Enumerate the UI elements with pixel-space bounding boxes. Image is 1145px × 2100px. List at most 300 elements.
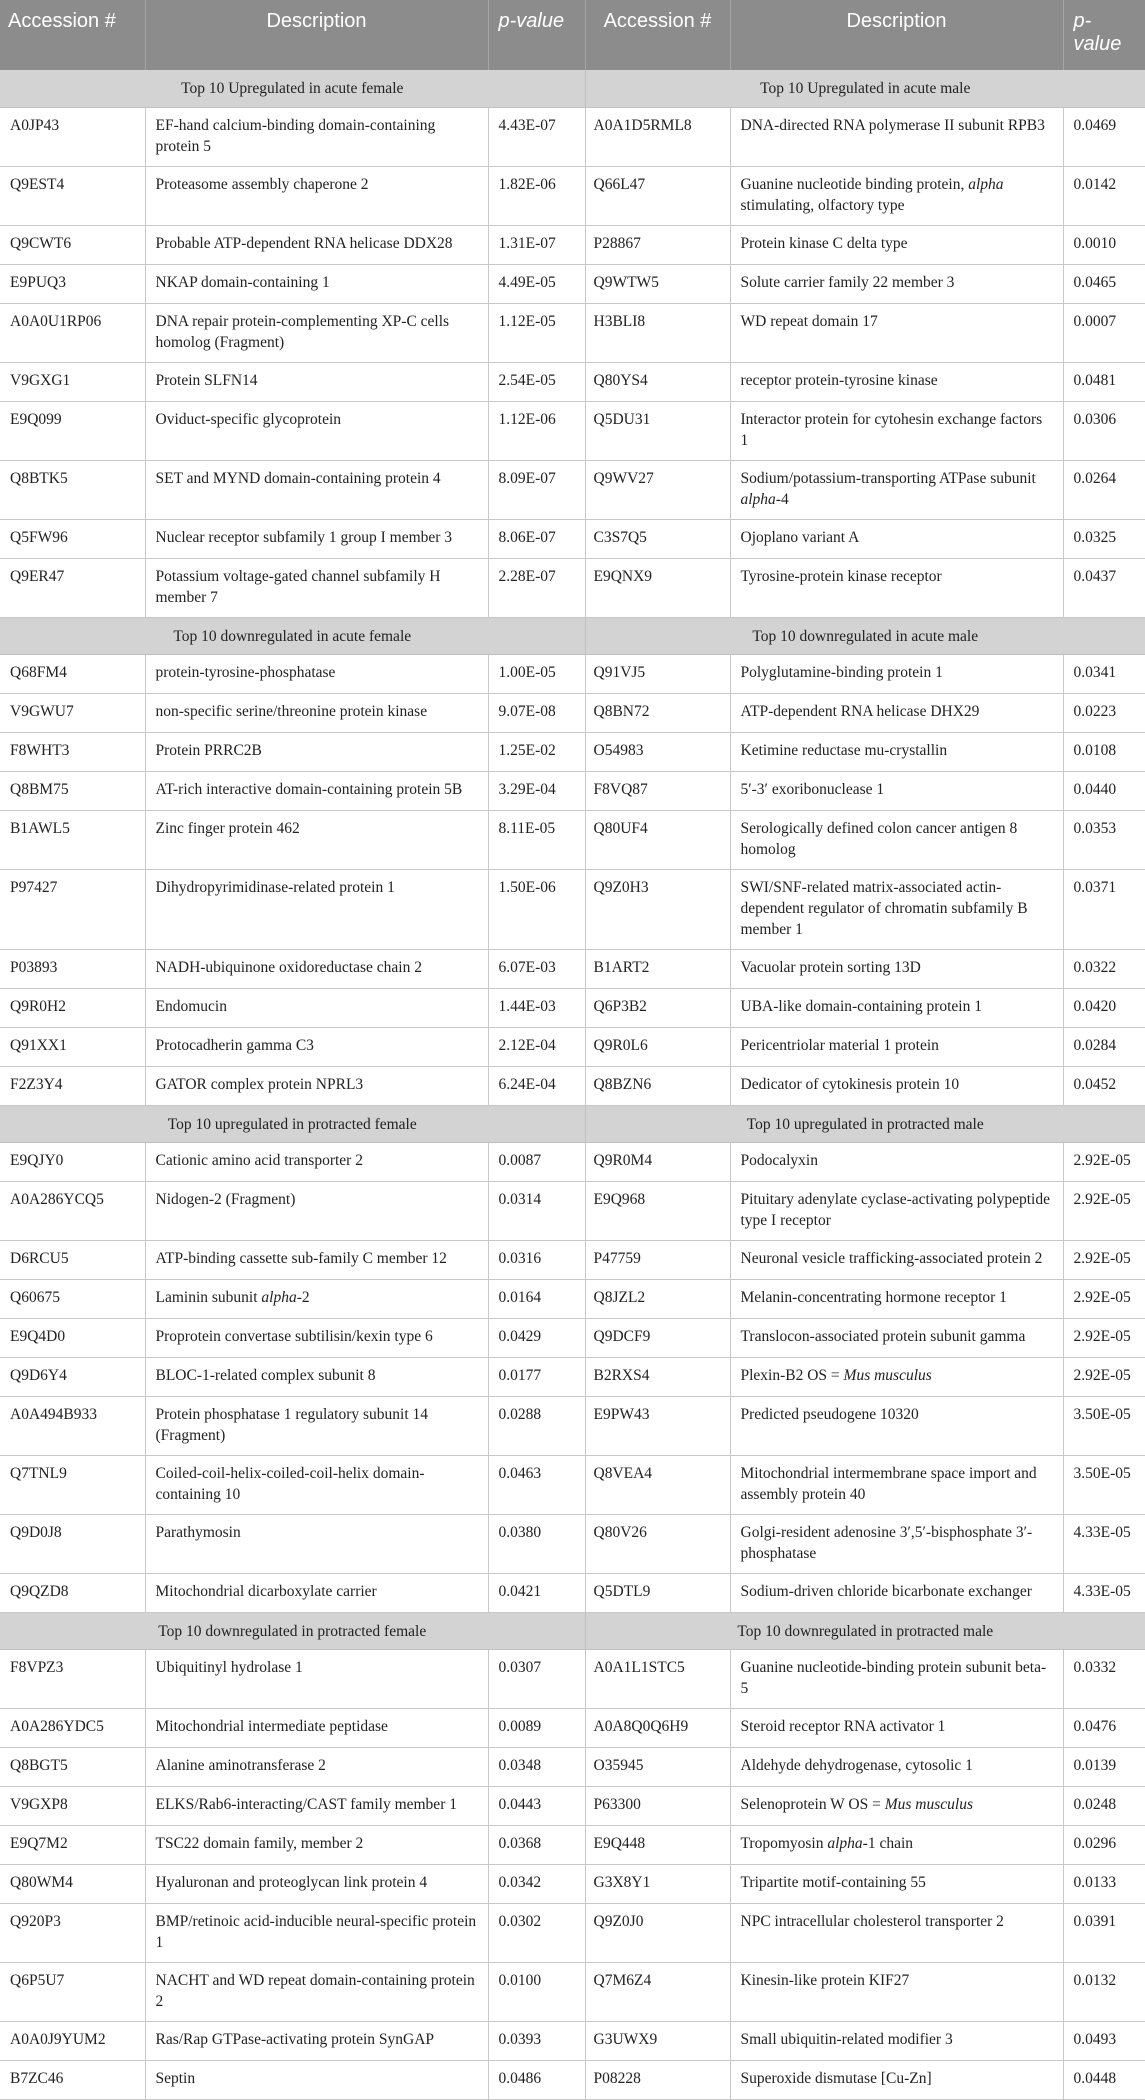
pvalue-cell: 0.0463	[488, 1455, 585, 1514]
table-row	[0, 1455, 1145, 1514]
accession-cell: A0A1D5RML8	[585, 107, 730, 166]
accession-cell: B1ART2	[585, 949, 730, 988]
header-pvalue-right	[1063, 0, 1145, 70]
description-cell: Podocalyxin	[730, 1142, 1063, 1181]
description-cell: Nuclear receptor subfamily 1 group I member 3	[145, 519, 488, 558]
accession-cell: G3UWX9	[585, 2021, 730, 2060]
pvalue-cell: 1.12E-06	[488, 401, 585, 460]
table-row	[0, 869, 1145, 949]
pvalue-cell: 0.0391	[1063, 1903, 1145, 1962]
pvalue-cell: 0.0177	[488, 1357, 585, 1396]
pvalue-cell: 2.12E-04	[488, 1027, 585, 1066]
accession-cell: Q8BTK5	[0, 460, 145, 519]
accession-cell: Q9R0L6	[585, 1027, 730, 1066]
description-cell: Ojoplano variant A	[730, 519, 1063, 558]
table-row	[0, 1573, 1145, 1612]
description-cell: AT-rich interactive domain-containing protein 5B	[145, 771, 488, 810]
table-row	[0, 225, 1145, 264]
pvalue-cell: 0.0368	[488, 1825, 585, 1864]
accession-cell: Q9D0J8	[0, 1514, 145, 1573]
description-cell: UBA-like domain-containing protein 1	[730, 988, 1063, 1027]
table-body	[0, 70, 1145, 2099]
description-cell: Melanin-concentrating hormone receptor 1	[730, 1279, 1063, 1318]
pvalue-cell: 0.0087	[488, 1142, 585, 1181]
description-cell: Laminin subunit alpha-2	[145, 1279, 488, 1318]
pvalue-cell: 0.0089	[488, 1708, 585, 1747]
pvalue-cell: 1.82E-06	[488, 166, 585, 225]
pvalue-cell: 0.0393	[488, 2021, 585, 2060]
accession-cell: P63300	[585, 1786, 730, 1825]
pvalue-cell: 1.50E-06	[488, 869, 585, 949]
pvalue-cell: 0.0142	[1063, 166, 1145, 225]
description-cell: Serologically defined colon cancer antigen 8 homolog	[730, 810, 1063, 869]
description-cell: Probable ATP-dependent RNA helicase DDX28	[145, 225, 488, 264]
description-cell: NADH-ubiquinone oxidoreductase chain 2	[145, 949, 488, 988]
accession-cell: P03893	[0, 949, 145, 988]
pvalue-cell: 1.25E-02	[488, 732, 585, 771]
group-title-right: Top 10 downregulated in acute male	[585, 617, 1145, 654]
pvalue-cell: 0.0380	[488, 1514, 585, 1573]
description-cell: Translocon-associated protein subunit gamma	[730, 1318, 1063, 1357]
accession-cell: E9Q448	[585, 1825, 730, 1864]
pvalue-cell: 0.0341	[1063, 654, 1145, 693]
accession-cell: Q9QZD8	[0, 1573, 145, 1612]
description-cell: NACHT and WD repeat domain-containing protein 2	[145, 1962, 488, 2021]
pvalue-cell: 3.29E-04	[488, 771, 585, 810]
group-header-row	[0, 70, 1145, 107]
description-cell: Selenoprotein W OS = Mus musculus	[730, 1786, 1063, 1825]
accession-cell: B2RXS4	[585, 1357, 730, 1396]
accession-cell: Q5DU31	[585, 401, 730, 460]
table-row	[0, 401, 1145, 460]
header-row	[0, 0, 1145, 70]
table-row	[0, 107, 1145, 166]
accession-cell: Q6P5U7	[0, 1962, 145, 2021]
description-cell: DNA-directed RNA polymerase II subunit RPB3	[730, 107, 1063, 166]
table-row	[0, 1786, 1145, 1825]
table-row	[0, 2060, 1145, 2099]
accession-cell: Q9R0H2	[0, 988, 145, 1027]
pvalue-cell: 0.0164	[488, 1279, 585, 1318]
description-cell: SWI/SNF-related matrix-associated actin-dependent regulator of chromatin subfamily B member 1	[730, 869, 1063, 949]
pvalue-cell: 2.92E-05	[1063, 1318, 1145, 1357]
pvalue-cell: 0.0139	[1063, 1747, 1145, 1786]
accession-cell: Q9R0M4	[585, 1142, 730, 1181]
accession-cell: Q9DCF9	[585, 1318, 730, 1357]
accession-cell: F8WHT3	[0, 732, 145, 771]
pvalue-cell: 0.0348	[488, 1747, 585, 1786]
description-cell: NKAP domain-containing 1	[145, 264, 488, 303]
table-row	[0, 1747, 1145, 1786]
description-cell: Vacuolar protein sorting 13D	[730, 949, 1063, 988]
pvalue-cell: 0.0007	[1063, 303, 1145, 362]
table-row	[0, 988, 1145, 1027]
description-cell: Alanine aminotransferase 2	[145, 1747, 488, 1786]
pvalue-cell: 0.0448	[1063, 2060, 1145, 2099]
pvalue-cell: 4.43E-07	[488, 107, 585, 166]
header-pvalue-left-text: p-value	[498, 10, 565, 32]
accession-cell: P28867	[585, 225, 730, 264]
table-row	[0, 1027, 1145, 1066]
description-cell: Protocadherin gamma C3	[145, 1027, 488, 1066]
description-cell: Proprotein convertase subtilisin/kexin type 6	[145, 1318, 488, 1357]
group-title-right: Top 10 downregulated in protracted male	[585, 1612, 1145, 1649]
accession-cell: O35945	[585, 1747, 730, 1786]
description-cell: Endomucin	[145, 988, 488, 1027]
accession-cell: E9QNX9	[585, 558, 730, 617]
pvalue-cell: 2.92E-05	[1063, 1240, 1145, 1279]
table-row	[0, 1962, 1145, 2021]
accession-cell: Q9Z0H3	[585, 869, 730, 949]
accession-cell: A0A1L1STC5	[585, 1649, 730, 1708]
description-cell: Guanine nucleotide-binding protein subunit beta-5	[730, 1649, 1063, 1708]
description-cell: Guanine nucleotide binding protein, alpha stimulating, olfactory type	[730, 166, 1063, 225]
description-cell: Coiled-coil-helix-coiled-coil-helix domain-containing 10	[145, 1455, 488, 1514]
description-cell: Tropomyosin alpha-1 chain	[730, 1825, 1063, 1864]
table-row	[0, 771, 1145, 810]
pvalue-cell: 0.0100	[488, 1962, 585, 2021]
description-cell: Pituitary adenylate cyclase-activating polypeptide type I receptor	[730, 1181, 1063, 1240]
accession-cell: Q66L47	[585, 166, 730, 225]
accession-cell: P97427	[0, 869, 145, 949]
pvalue-cell: 2.92E-05	[1063, 1181, 1145, 1240]
pvalue-cell: 0.0421	[488, 1573, 585, 1612]
table-row	[0, 732, 1145, 771]
group-title-right: Top 10 upregulated in protracted male	[585, 1105, 1145, 1142]
accession-cell: E9Q7M2	[0, 1825, 145, 1864]
header-accession-left: Accession #	[0, 0, 145, 70]
description-cell: Protein phosphatase 1 regulatory subunit 14 (Fragment)	[145, 1396, 488, 1455]
pvalue-cell: 0.0342	[488, 1864, 585, 1903]
pvalue-cell: 0.0296	[1063, 1825, 1145, 1864]
table-row	[0, 519, 1145, 558]
accession-cell: A0A0J9YUM2	[0, 2021, 145, 2060]
group-title-left: Top 10 Upregulated in acute female	[0, 70, 585, 107]
description-cell: Mitochondrial intermembrane space import and assembly protein 40	[730, 1455, 1063, 1514]
description-cell: Parathymosin	[145, 1514, 488, 1573]
description-cell: Predicted pseudogene 10320	[730, 1396, 1063, 1455]
description-cell: BLOC-1-related complex subunit 8	[145, 1357, 488, 1396]
pvalue-cell: 0.0465	[1063, 264, 1145, 303]
accession-cell: V9GXP8	[0, 1786, 145, 1825]
pvalue-cell: 0.0108	[1063, 732, 1145, 771]
accession-cell: A0A8Q0Q6H9	[585, 1708, 730, 1747]
description-cell: Interactor protein for cytohesin exchange factors 1	[730, 401, 1063, 460]
table-row	[0, 2021, 1145, 2060]
table-row	[0, 654, 1145, 693]
accession-cell: E9Q099	[0, 401, 145, 460]
pvalue-cell: 0.0284	[1063, 1027, 1145, 1066]
pvalue-cell: 1.44E-03	[488, 988, 585, 1027]
description-cell: Pericentriolar material 1 protein	[730, 1027, 1063, 1066]
accession-cell: Q68FM4	[0, 654, 145, 693]
accession-cell: V9GWU7	[0, 693, 145, 732]
pvalue-cell: 0.0429	[488, 1318, 585, 1357]
description-cell: SET and MYND domain-containing protein 4	[145, 460, 488, 519]
accession-cell: Q80YS4	[585, 362, 730, 401]
group-header-row	[0, 1612, 1145, 1649]
accession-cell: Q8JZL2	[585, 1279, 730, 1318]
pvalue-cell: 0.0322	[1063, 949, 1145, 988]
description-cell: receptor protein-tyrosine kinase	[730, 362, 1063, 401]
description-cell: Ketimine reductase mu-crystallin	[730, 732, 1063, 771]
table-row	[0, 1825, 1145, 1864]
pvalue-cell: 0.0325	[1063, 519, 1145, 558]
description-cell: protein-tyrosine-phosphatase	[145, 654, 488, 693]
pvalue-cell: 0.0420	[1063, 988, 1145, 1027]
description-cell: WD repeat domain 17	[730, 303, 1063, 362]
description-cell: Steroid receptor RNA activator 1	[730, 1708, 1063, 1747]
description-cell: Tyrosine-protein kinase receptor	[730, 558, 1063, 617]
accession-cell: Q9D6Y4	[0, 1357, 145, 1396]
accession-cell: E9QJY0	[0, 1142, 145, 1181]
accession-cell: Q6P3B2	[585, 988, 730, 1027]
accession-cell: A0A0U1RP06	[0, 303, 145, 362]
description-cell: Dihydropyrimidinase-related protein 1	[145, 869, 488, 949]
pvalue-cell: 4.49E-05	[488, 264, 585, 303]
pvalue-cell: 0.0493	[1063, 2021, 1145, 2060]
description-cell: Dedicator of cytokinesis protein 10	[730, 1066, 1063, 1105]
table-row	[0, 362, 1145, 401]
description-cell: GATOR complex protein NPRL3	[145, 1066, 488, 1105]
description-cell: DNA repair protein-complementing XP-C cells homolog (Fragment)	[145, 303, 488, 362]
accession-cell: E9PUQ3	[0, 264, 145, 303]
table-row	[0, 166, 1145, 225]
accession-cell: Q80V26	[585, 1514, 730, 1573]
table-row	[0, 1357, 1145, 1396]
table-row	[0, 693, 1145, 732]
pvalue-cell: 8.11E-05	[488, 810, 585, 869]
pvalue-cell: 2.92E-05	[1063, 1279, 1145, 1318]
group-title-left: Top 10 upregulated in protracted female	[0, 1105, 585, 1142]
pvalue-cell: 6.07E-03	[488, 949, 585, 988]
pvalue-cell: 3.50E-05	[1063, 1396, 1145, 1455]
pvalue-cell: 1.31E-07	[488, 225, 585, 264]
table-row	[0, 1142, 1145, 1181]
pvalue-cell: 0.0452	[1063, 1066, 1145, 1105]
accession-cell: Q80WM4	[0, 1864, 145, 1903]
pvalue-cell: 8.06E-07	[488, 519, 585, 558]
pvalue-cell: 0.0371	[1063, 869, 1145, 949]
description-cell: Neuronal vesicle trafficking-associated protein 2	[730, 1240, 1063, 1279]
pvalue-cell: 3.50E-05	[1063, 1455, 1145, 1514]
accession-cell: V9GXG1	[0, 362, 145, 401]
accession-cell: Q60675	[0, 1279, 145, 1318]
description-cell: EF-hand calcium-binding domain-containing protein 5	[145, 107, 488, 166]
description-cell: Polyglutamine-binding protein 1	[730, 654, 1063, 693]
accession-cell: Q5FW96	[0, 519, 145, 558]
pvalue-cell: 9.07E-08	[488, 693, 585, 732]
table-row	[0, 1279, 1145, 1318]
description-cell: TSC22 domain family, member 2	[145, 1825, 488, 1864]
description-cell: ATP-binding cassette sub-family C member 12	[145, 1240, 488, 1279]
description-cell: Oviduct-specific glycoprotein	[145, 401, 488, 460]
pvalue-cell: 1.12E-05	[488, 303, 585, 362]
description-cell: Small ubiquitin-related modifier 3	[730, 2021, 1063, 2060]
pvalue-cell: 0.0264	[1063, 460, 1145, 519]
description-cell: non-specific serine/threonine protein kinase	[145, 693, 488, 732]
description-cell: ELKS/Rab6-interacting/CAST family member 1	[145, 1786, 488, 1825]
description-cell: Aldehyde dehydrogenase, cytosolic 1	[730, 1747, 1063, 1786]
pvalue-cell: 0.0476	[1063, 1708, 1145, 1747]
pvalue-cell: 2.92E-05	[1063, 1357, 1145, 1396]
accession-cell: Q91XX1	[0, 1027, 145, 1066]
accession-cell: Q920P3	[0, 1903, 145, 1962]
accession-cell: B7ZC46	[0, 2060, 145, 2099]
accession-cell: F8VPZ3	[0, 1649, 145, 1708]
table-row	[0, 1649, 1145, 1708]
pvalue-cell: 0.0010	[1063, 225, 1145, 264]
accession-cell: Q8VEA4	[585, 1455, 730, 1514]
group-header-row	[0, 617, 1145, 654]
accession-cell: D6RCU5	[0, 1240, 145, 1279]
header-description-right: Description	[730, 0, 1063, 70]
pvalue-cell: 0.0307	[488, 1649, 585, 1708]
table-row	[0, 1903, 1145, 1962]
table-row	[0, 303, 1145, 362]
pvalue-cell: 0.0353	[1063, 810, 1145, 869]
accession-cell: C3S7Q5	[585, 519, 730, 558]
header-description-left: Description	[145, 0, 488, 70]
header-accession-right: Accession #	[585, 0, 730, 70]
pvalue-cell: 0.0306	[1063, 401, 1145, 460]
accession-cell: G3X8Y1	[585, 1864, 730, 1903]
description-cell: NPC intracellular cholesterol transporter 2	[730, 1903, 1063, 1962]
description-cell: Superoxide dismutase [Cu-Zn]	[730, 2060, 1063, 2099]
accession-cell: A0A286YDC5	[0, 1708, 145, 1747]
accession-cell: E9PW43	[585, 1396, 730, 1455]
pvalue-cell: 0.0316	[488, 1240, 585, 1279]
accession-cell: Q9WV27	[585, 460, 730, 519]
table-row	[0, 1240, 1145, 1279]
accession-cell: E9Q968	[585, 1181, 730, 1240]
table-row	[0, 1318, 1145, 1357]
pvalue-cell: 2.28E-07	[488, 558, 585, 617]
accession-cell: F2Z3Y4	[0, 1066, 145, 1105]
pvalue-cell: 4.33E-05	[1063, 1573, 1145, 1612]
accession-cell: A0JP43	[0, 107, 145, 166]
pvalue-cell: 0.0248	[1063, 1786, 1145, 1825]
pvalue-cell: 6.24E-04	[488, 1066, 585, 1105]
table-row	[0, 949, 1145, 988]
header-pvalue-left	[488, 0, 585, 70]
accession-cell: Q9Z0J0	[585, 1903, 730, 1962]
description-cell: Cationic amino acid transporter 2	[145, 1142, 488, 1181]
group-header-row	[0, 1105, 1145, 1142]
description-cell: Potassium voltage-gated channel subfamily H member 7	[145, 558, 488, 617]
group-title-left: Top 10 downregulated in acute female	[0, 617, 585, 654]
pvalue-cell: 0.0469	[1063, 107, 1145, 166]
pvalue-cell: 0.0481	[1063, 362, 1145, 401]
pvalue-cell: 1.00E-05	[488, 654, 585, 693]
pvalue-cell: 0.0332	[1063, 1649, 1145, 1708]
pvalue-cell: 0.0437	[1063, 558, 1145, 617]
pvalue-cell: 0.0486	[488, 2060, 585, 2099]
pvalue-cell: 2.92E-05	[1063, 1142, 1145, 1181]
table-row	[0, 1864, 1145, 1903]
table-row	[0, 1708, 1145, 1747]
accession-cell: Q80UF4	[585, 810, 730, 869]
description-cell: Ras/Rap GTPase-activating protein SynGAP	[145, 2021, 488, 2060]
description-cell: Tripartite motif-containing 55	[730, 1864, 1063, 1903]
description-cell: Proteasome assembly chaperone 2	[145, 166, 488, 225]
pvalue-cell: 0.0132	[1063, 1962, 1145, 2021]
accession-cell: B1AWL5	[0, 810, 145, 869]
description-cell: Septin	[145, 2060, 488, 2099]
accession-cell: Q9WTW5	[585, 264, 730, 303]
description-cell: Protein PRRC2B	[145, 732, 488, 771]
accession-cell: P47759	[585, 1240, 730, 1279]
accession-cell: P08228	[585, 2060, 730, 2099]
description-cell: Solute carrier family 22 member 3	[730, 264, 1063, 303]
table-row	[0, 1396, 1145, 1455]
accession-cell: Q5DTL9	[585, 1573, 730, 1612]
accession-cell: Q8BM75	[0, 771, 145, 810]
description-cell: Nidogen-2 (Fragment)	[145, 1181, 488, 1240]
group-title-right: Top 10 Upregulated in acute male	[585, 70, 1145, 107]
group-title-left: Top 10 downregulated in protracted female	[0, 1612, 585, 1649]
accession-cell: A0A286YCQ5	[0, 1181, 145, 1240]
description-cell: Ubiquitinyl hydrolase 1	[145, 1649, 488, 1708]
description-cell: ATP-dependent RNA helicase DHX29	[730, 693, 1063, 732]
description-cell: Zinc finger protein 462	[145, 810, 488, 869]
table-row	[0, 460, 1145, 519]
description-cell: Hyaluronan and proteoglycan link protein 4	[145, 1864, 488, 1903]
pvalue-cell: 8.09E-07	[488, 460, 585, 519]
accession-cell: F8VQ87	[585, 771, 730, 810]
pvalue-cell: 2.54E-05	[488, 362, 585, 401]
accession-cell: Q8BGT5	[0, 1747, 145, 1786]
accession-cell: Q9ER47	[0, 558, 145, 617]
accession-cell: Q9CWT6	[0, 225, 145, 264]
description-cell: Protein kinase C delta type	[730, 225, 1063, 264]
pvalue-cell: 4.33E-05	[1063, 1514, 1145, 1573]
pvalue-cell: 0.0223	[1063, 693, 1145, 732]
description-cell: Protein SLFN14	[145, 362, 488, 401]
pvalue-cell: 0.0302	[488, 1903, 585, 1962]
accession-cell: Q7M6Z4	[585, 1962, 730, 2021]
description-cell: Mitochondrial intermediate peptidase	[145, 1708, 488, 1747]
description-cell: 5′-3′ exoribonuclease 1	[730, 771, 1063, 810]
description-cell: Sodium-driven chloride bicarbonate exchanger	[730, 1573, 1063, 1612]
table-row	[0, 1181, 1145, 1240]
pvalue-cell: 0.0133	[1063, 1864, 1145, 1903]
table-row	[0, 1066, 1145, 1105]
description-cell: Plexin-B2 OS = Mus musculus	[730, 1357, 1063, 1396]
table-row	[0, 810, 1145, 869]
table-row	[0, 558, 1145, 617]
accession-cell: E9Q4D0	[0, 1318, 145, 1357]
pvalue-cell: 0.0288	[488, 1396, 585, 1455]
pvalue-cell: 0.0443	[488, 1786, 585, 1825]
pvalue-cell: 0.0314	[488, 1181, 585, 1240]
accession-cell: Q9EST4	[0, 166, 145, 225]
accession-cell: Q8BZN6	[585, 1066, 730, 1105]
accession-cell: Q91VJ5	[585, 654, 730, 693]
table-row	[0, 1514, 1145, 1573]
accession-cell: A0A494B933	[0, 1396, 145, 1455]
accession-cell: Q8BN72	[585, 693, 730, 732]
pvalue-cell: 0.0440	[1063, 771, 1145, 810]
description-cell: Mitochondrial dicarboxylate carrier	[145, 1573, 488, 1612]
accession-cell: H3BLI8	[585, 303, 730, 362]
table-row	[0, 264, 1145, 303]
accession-cell: Q7TNL9	[0, 1455, 145, 1514]
description-cell: Sodium/potassium-transporting ATPase subunit alpha-4	[730, 460, 1063, 519]
header-pvalue-right-text: p-value	[1073, 10, 1122, 55]
description-cell: Golgi-resident adenosine 3′,5′-bisphosphate 3′-phosphatase	[730, 1514, 1063, 1573]
description-cell: BMP/retinoic acid-inducible neural-specific protein 1	[145, 1903, 488, 1962]
